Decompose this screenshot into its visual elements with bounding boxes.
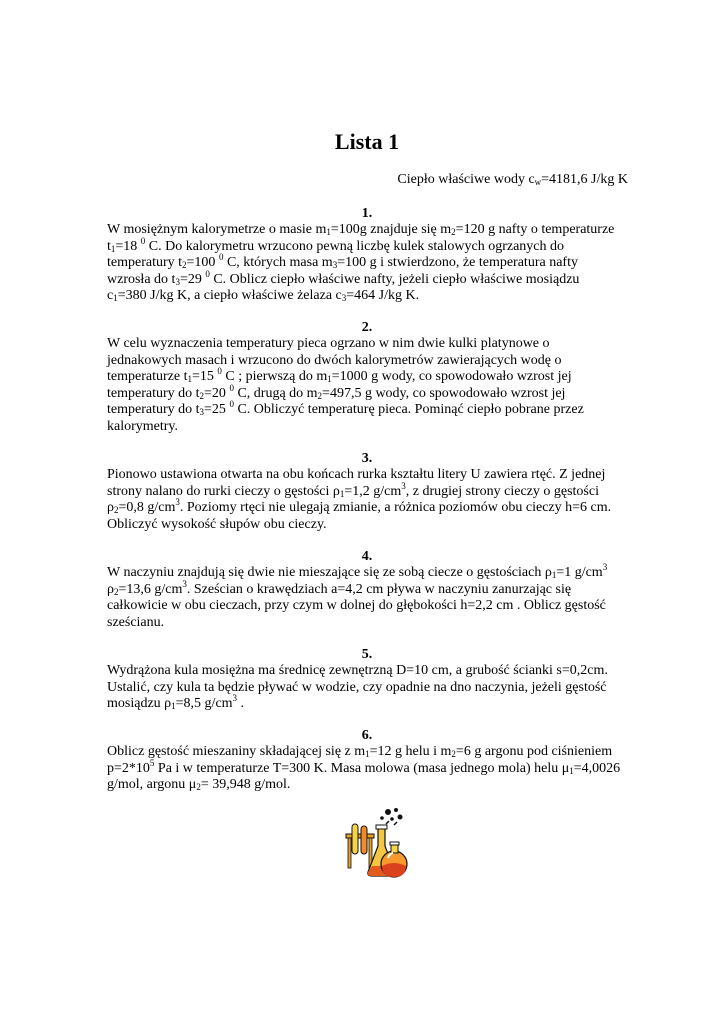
problem-text: W naczyniu znajdują się dwie nie mieszające się ze sobą ciecze o gęstościach $\rho_1=1$ $g/cm^3$ $\rho_2=13,6$ $g/cm^3$. Sześcian o krawędziach a=4,2 cm pływa w naczyniu zanurzając się całkowicie w obu cieczach, przy czym w dolnej do głębokości h=2,2 cm . Oblicz gęstość sześcianu. <box>107 562 608 630</box>
chemistry-flasks-icon <box>342 806 412 884</box>
given-water-specific-heat: Ciepło właściwe wody $c_w=4181,6$ J/kg K <box>397 172 628 187</box>
problem-5 <box>107 647 627 713</box>
problem-number: 1. <box>361 206 373 221</box>
problem-6 <box>107 728 627 794</box>
problem-text: W celu wyznaczenia temperatury pieca ogrzano w nim dwie kulki platynowe o jednakowych masach i wrzucono do dwóch kalorymetrów zawierających wodę o temperaturze $t_1=15$ $^0$ C ; pierwszą do $m_1=1000$ g wody, co spowodowało wzrost jej temperatury do $t_2=20$ $^0$ C, drugą do $m_2=497,5$ g wody, co spowodowało wzrost jej temperatury do $t_3=25$ $^0$ C. Obliczyć temperaturę pieca. Pominąć ciepło pobrane przez kalorymetry. <box>107 336 584 434</box>
page-title: Lista 1 <box>334 129 400 154</box>
problem-3 <box>107 451 627 533</box>
problem-number: 2. <box>361 320 373 335</box>
problem-number: 4. <box>361 549 373 564</box>
problem-1 <box>107 206 627 305</box>
problem-text: W mosiężnym kalorymetrze o masie $m_1=100g$ znajduje się $m_2=120$ g nafty o temperaturze $t_1=18$ $^0$ C. Do kalorymetru wrzucono pewną liczbę kulek stalowych ogrzanych do temperatury $t_2=100$ $^0$ C, których masa $m_3=100$ g i stwierdzono, że temperatura nafty wzrosła do $t_3=29$ $^0$ C. Oblicz ciepło właściwe nafty, jeżeli ciepło właściwe mosiądzu $c_1=380$ J/kg K, a ciepło właściwe żelaza $c_3=464$ J/kg K. <box>107 222 615 303</box>
problem-number: 5. <box>361 647 373 662</box>
problem-number: 6. <box>361 728 373 743</box>
problem-text: Wydrążona kula mosiężna ma średnicę zewnętrzną D=10 cm, a grubość ścianki s=0,2cm. Ustalić, czy kula ta będzie pływać w wodzie, czy opadnie na dno naczynia, jeżeli gęstość mosiądzu $\rho_1=8,5$ $g/cm^3$ . <box>107 663 608 711</box>
problem-number: 3. <box>361 451 373 466</box>
problem-2 <box>107 320 627 435</box>
problem-text: Oblicz gęstość mieszaniny składającej się z $m_1=12$ g helu i $m_2=6$ g argonu pod ciśnieniem $p=2*10^5$ Pa i w temperaturze T=300 K. Masa molowa (masa jednego mola) helu $\mu_1=4,0026$ g/mol, argonu $\mu_2= 39,948$ g/mol. <box>107 744 621 792</box>
problem-text: Pionowo ustawiona otwarta na obu końcach rurka kształtu litery U zawiera rtęć. Z jednej strony nalano do rurki cieczy o gęstości $\rho_1=1,2$ $g/cm^3$, z drugiej strony cieczy o gęstości $\rho_2=0,8$ $g/cm^3$. Poziomy rtęci nie ulegają zmianie, a różnica poziomów obu cieczy h=6 cm. Obliczyć wysokość słupów obu cieczy. <box>107 467 612 532</box>
problem-4 <box>107 549 627 631</box>
